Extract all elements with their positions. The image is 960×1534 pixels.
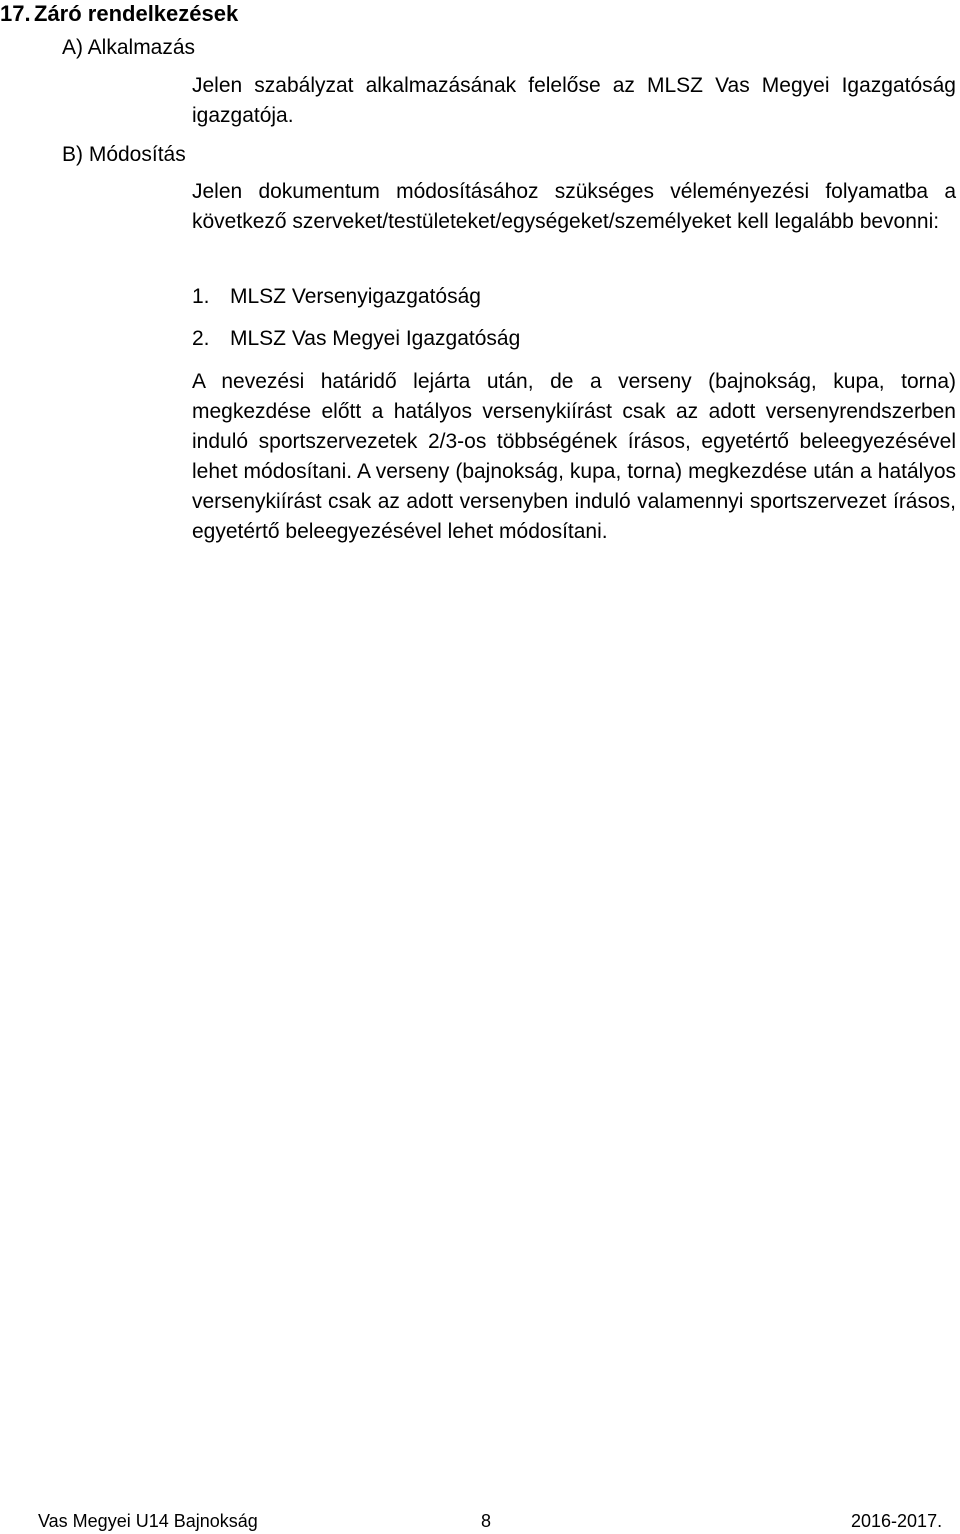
list-item-label: MLSZ Vas Megyei Igazgatóság [230,327,521,350]
list-item-number: 2. [192,327,210,350]
section-title: Záró rendelkezések [34,1,239,26]
list-item [192,284,481,310]
subsection-a-text: Jelen szabályzat alkalmazásának felelőse az MLSZ Vas Megyei Igazgatóság igazgatója. [192,74,956,127]
subsection-b-intro: Jelen dokumentum módosításához szükséges véleményezési folyamatba a következő szerveket/testületeket/egységeket/személyeket kell legalább bevonni: [192,180,956,233]
section-number: 17. [0,1,31,26]
footer-season: 2016-2017. [851,1511,943,1531]
list-item [192,326,520,352]
footer-title: Vas Megyei U14 Bajnokság [38,1511,258,1531]
list-item-number: 1. [192,285,210,308]
section-heading [0,1,238,27]
subsection-b-label: B) Módosítás [62,143,186,166]
list-item-label: MLSZ Versenyigazgatóság [230,285,481,308]
footer-page-number: 8 [481,1511,492,1531]
subsection-b-body: A nevezési határidő lejárta után, de a verseny (bajnokság, kupa, torna) megkezdése előtt a hatályos versenykiírást csak az adott versenyrendszerben induló sportszervezetek 2/3-os többségének írásos, egyetértő beleegyezésével lehet módosítani. A verseny (bajnokság, kupa, torna) megkezdése után a hatályos versenykiírást csak az adott versenyben induló valamennyi sportszervezet írásos, egyetértő beleegyezésével lehet módosítani. [192,370,956,543]
subsection-a-label: A) Alkalmazás [62,36,196,59]
